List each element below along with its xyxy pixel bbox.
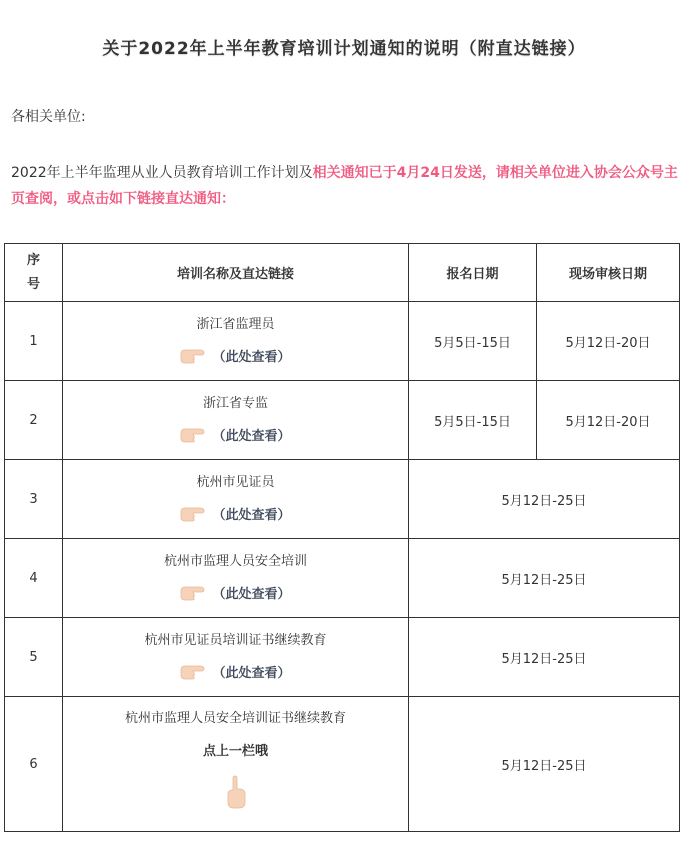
page-title: 关于2022年上半年教育培训计划通知的说明（附直达链接） [102, 39, 586, 59]
header-signup-date: 报名日期 [409, 244, 537, 302]
row-name-cell [63, 697, 409, 832]
view-link[interactable] [180, 425, 290, 444]
row-seq: 2 [5, 381, 63, 460]
view-link[interactable] [180, 583, 290, 602]
row-seq: 5 [5, 618, 63, 697]
pointing-hand-icon [180, 426, 206, 444]
greeting: 各相关单位: [11, 109, 86, 125]
row-seq: 6 [5, 697, 63, 832]
pointing-hand-icon [180, 584, 206, 602]
training-name: 杭州市见证员 [196, 475, 275, 491]
row-name-cell [63, 539, 409, 618]
table-row [5, 539, 680, 618]
view-link-label[interactable]: （此处查看） [212, 350, 291, 366]
row-review-date: 5月12日-20日 [537, 302, 680, 381]
view-link[interactable] [180, 662, 290, 681]
notice-highlight-text: 相关通知已于4月24日发送，请相关单位进入协会公众号主页查阅，或点击如下链接直达通知： [11, 165, 678, 207]
table-row [5, 618, 680, 697]
row-seq: 1 [5, 302, 63, 381]
row-name-cell [63, 381, 409, 460]
view-link-label[interactable]: （此处查看） [212, 508, 291, 524]
row-merged-date: 5月12日-25日 [409, 618, 680, 697]
table-row [5, 697, 680, 832]
view-link-label[interactable]: （此处查看） [212, 666, 291, 682]
view-link-label[interactable]: （此处查看） [212, 587, 291, 603]
notice-paragraph [11, 160, 679, 212]
training-name: 杭州市监理人员安全培训 [163, 554, 307, 570]
pointing-hand-icon [180, 663, 206, 681]
header-review-date: 现场审核日期 [537, 244, 680, 302]
row-seq: 4 [5, 539, 63, 618]
header-name: 培训名称及直达链接 [63, 244, 409, 302]
training-name: 浙江省监理员 [196, 317, 275, 333]
row-name-cell [63, 460, 409, 539]
row-seq: 3 [5, 460, 63, 539]
row-name-cell [63, 618, 409, 697]
view-link[interactable] [180, 346, 290, 365]
row-review-date: 5月12日-20日 [537, 381, 680, 460]
training-plan-table [4, 243, 680, 832]
notice-plain-text: 2022年上半年监理从业人员教育培训工作计划及 [11, 165, 313, 181]
row-merged-date: 5月12日-25日 [409, 460, 680, 539]
view-link[interactable] [180, 504, 290, 523]
row-merged-date: 5月12日-25日 [409, 539, 680, 618]
training-name: 杭州市监理人员安全培训证书继续教育 [124, 711, 346, 726]
table-row [5, 381, 680, 460]
view-link-label[interactable]: （此处查看） [212, 429, 291, 445]
pointing-hand-icon [180, 505, 206, 523]
row-merged-date: 5月12日-25日 [409, 697, 680, 832]
pointing-hand-icon [180, 347, 206, 365]
hint-text: 点上一栏哦 [202, 744, 268, 759]
header-seq: 序 号 [5, 244, 63, 302]
row-signup-date: 5月5日-15日 [409, 381, 537, 460]
pointing-up-hand-icon [225, 775, 247, 809]
row-name-cell [63, 302, 409, 381]
row-signup-date: 5月5日-15日 [409, 302, 537, 381]
table-row [5, 302, 680, 381]
table-header-row [5, 244, 680, 302]
training-name: 杭州市见证员培训证书继续教育 [144, 633, 327, 649]
table-row [5, 460, 680, 539]
training-name: 浙江省专监 [202, 396, 268, 412]
